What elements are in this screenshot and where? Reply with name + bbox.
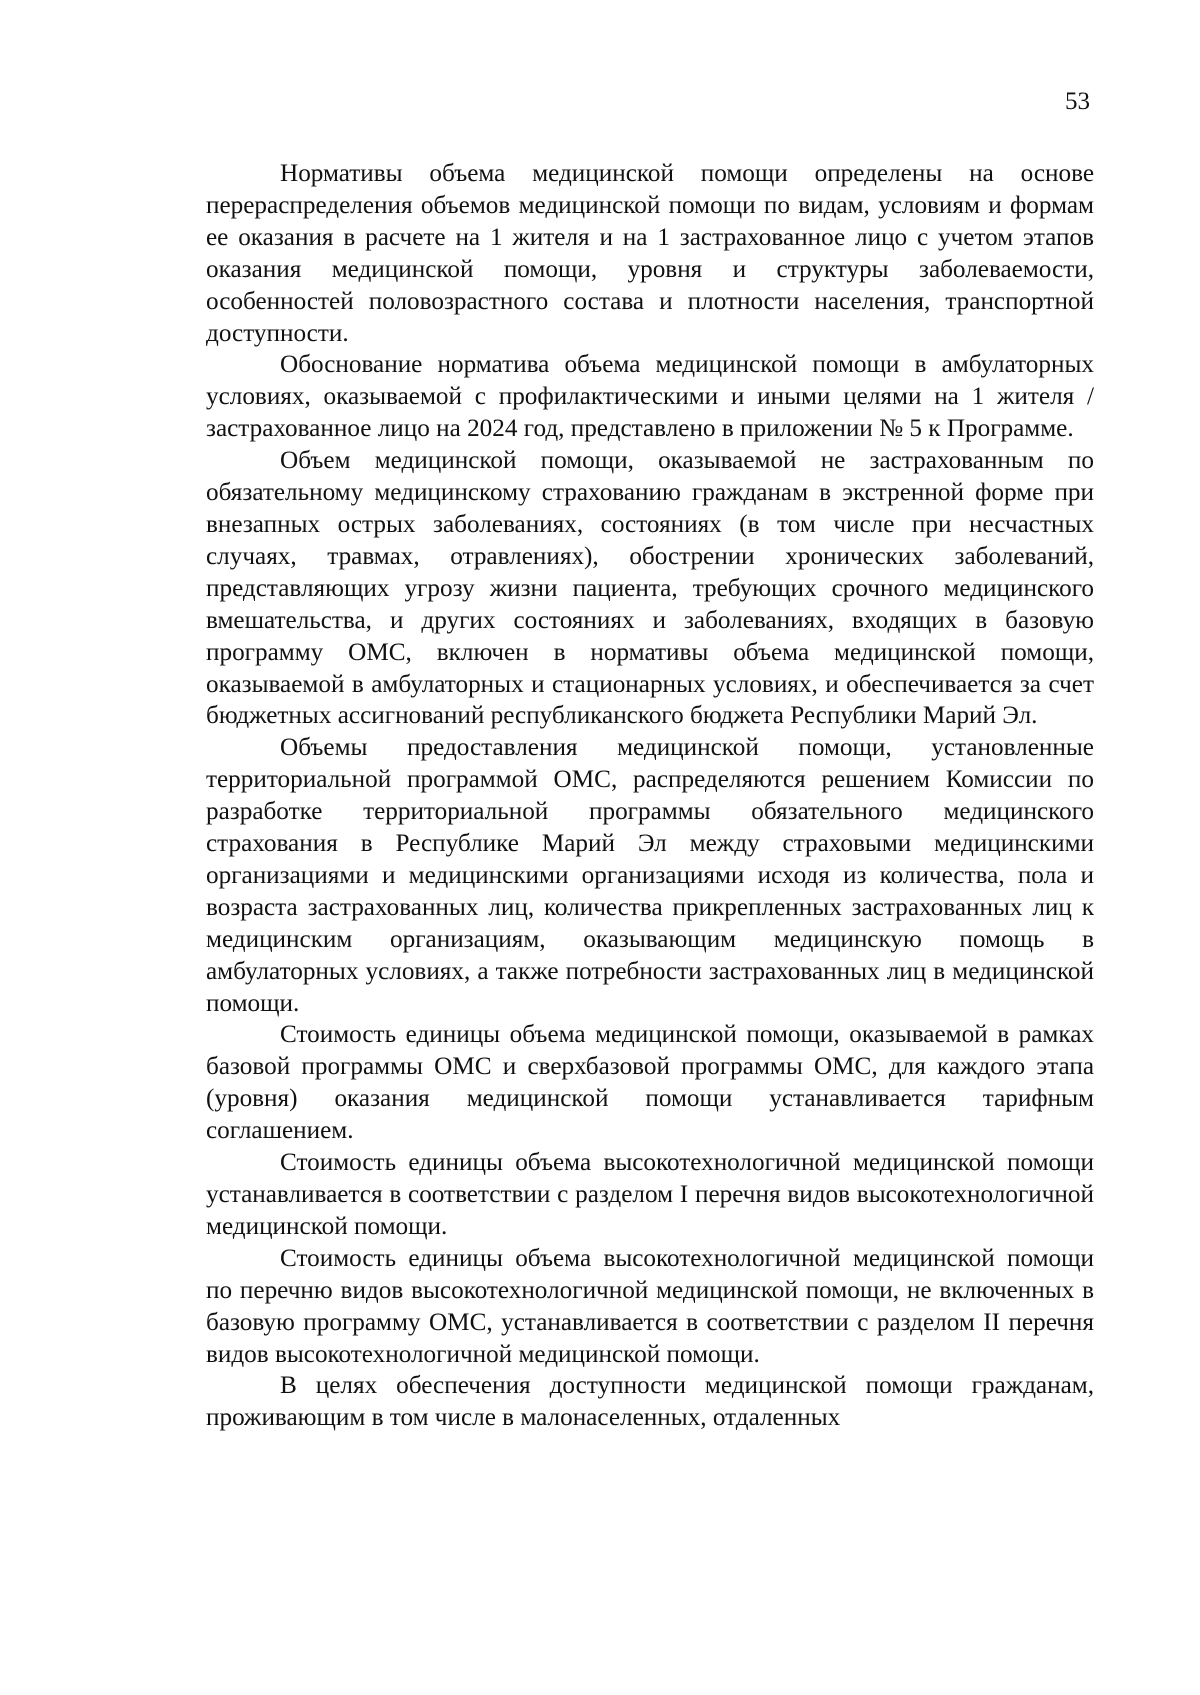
paragraph-3: Объем медицинской помощи, оказываемой не застрахованным по обязательному медицинскому страхованию гражданам в экстренной форме при внезапных острых заболеваниях, состояниях (в том числе при несчастных случаях, травмах, отравлениях), обострении хронических заболеваний, представляющих угрозу жизни пациента, требующих срочного медицинского вмешательства, и других состояниях и заболеваниях, входящих в базовую программу ОМС, включен в нормативы объема медицинской помощи, оказываемой в амбулаторных и стационарных условиях, и обеспечивается за счет бюджетных ассигнований республиканского бюджета Республики Марий Эл. (206, 447, 1094, 730)
paragraph-6: Стоимость единицы объема высокотехнологичной медицинской помощи устанавливается в соответствии с разделом I перечня видов высокотехнологичной медицинской помощи. (206, 1149, 1094, 1240)
paragraph-1: Нормативы объема медицинской помощи определены на основе перераспределения объемов медицинской помощи по видам, условиям и формам ее оказания в расчете на 1 жителя и на 1 застрахованное лицо с учетом этапов оказания медицинской помощи, уровня и структуры заболеваемости, особенностей половозрастного состава и плотности населения, транспортной доступности. (206, 160, 1094, 347)
page-number: 53 (1065, 88, 1090, 115)
body-text (206, 158, 1094, 1434)
paragraph-4: Объемы предоставления медицинской помощи, установленные территориальной программой ОМС, распределяются решением Комиссии по разработке территориальной программы обязательного медицинского страхования в Республике Марий Эл между страховыми медицинскими организациями и медицинскими организациями исходя из количества, пола и возраста застрахованных лиц, количества прикрепленных застрахованных лиц к медицинским организациям, оказывающим медицинскую помощь в амбулаторных условиях, а также потребности застрахованных лиц в медицинской помощи. (206, 734, 1094, 1017)
paragraph-8: В целях обеспечения доступности медицинской помощи гражданам, проживающим в том числе в малонаселенных, отдаленных (206, 1372, 1094, 1432)
paragraph-5: Стоимость единицы объема медицинской помощи, оказываемой в рамках базовой программы ОМС и сверхбазовой программы ОМС, для каждого этапа (уровня) оказания медицинской помощи устанавливается тарифным соглашением. (206, 1021, 1094, 1145)
paragraph-7: Стоимость единицы объема высокотехнологичной медицинской помощи по перечню видов высокотехнологичной медицинской помощи, не включенных в базовую программу ОМС, устанавливается в соответствии с разделом II перечня видов высокотехнологичной медицинской помощи. (206, 1244, 1094, 1368)
paragraph-2: Обоснование норматива объема медицинской помощи в амбулаторных условиях, оказываемой с профилактическими и иными целями на 1 жителя / застрахованное лицо на 2024 год, представлено в приложении № 5 к Программе. (206, 351, 1094, 443)
